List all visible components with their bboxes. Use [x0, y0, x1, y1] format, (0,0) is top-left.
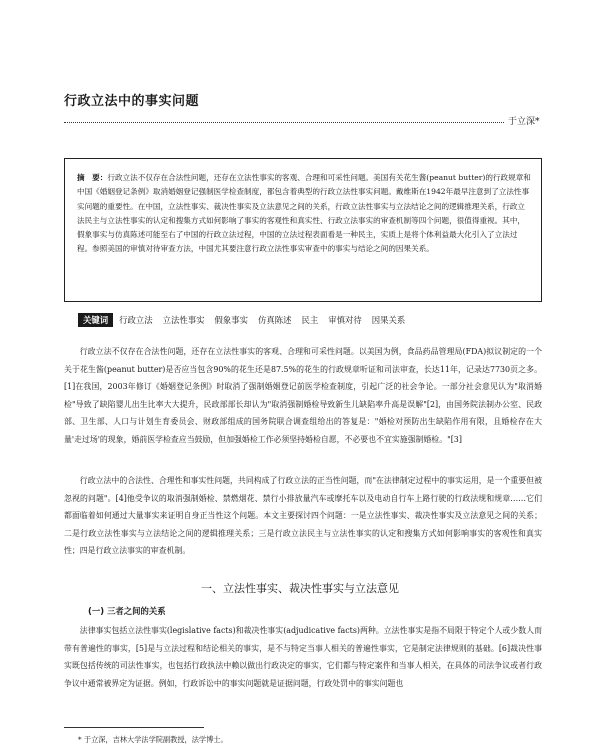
section-heading: 一、立法性事实、裁决性事实与立法意见 [201, 582, 399, 595]
body-paragraph-3: 法律事实包括立法性事实(legislative facts)和裁决性事实(adjudicative facts)两种。立法性事实是指不局限于特定个人或少数人而带有普遍性的事实，[5]是与立法过程和结论相关的事实，是不与特定当事人相关的普遍性事实，它是制定法律规则的基础。[6]裁决性事实既包括传统的司法性事实，也包括行政执法中赖以做出行政决定的事实，它们都与特定案件和当事人相关，在具体的司法争议或者行政争议中通常被界定为证据。例如，行政诉讼中的事实问题就是证据问题，行政处罚中的事实问题也 [64, 626, 542, 688]
keywords-row [78, 312, 415, 328]
body-paragraph-1: 行政立法不仅存在合法性问题，还存在立法性事实的客观、合理和可采性问题。以美国为例，食品药品管理局(FDA)拟议制定的一个关于花生酱(peanut butter)是否应当包含90%的花生还是87.5%的花生的行政规章听证和司法审查，长达11年，记录达7730页之多。[1]在我国，2003年修订《婚姻登记条例》时取消了强制婚姻登记前医学检查制度，引起广泛的社会争论。一部分社会意见认为"取消婚检"导致了缺陷婴儿出生比率大大提升，民政部部长却认为"取消强制婚检导致新生儿缺陷率升高是误解"[2]，由国务院法制办公室、民政部、卫生部、人口与计划生育委员会、财政部组成的国务院联合调查组给出的答复是："婚检对预防出生缺陷作用有限，且婚检存在大量'走过场'的现象，婚前医学检查应当鼓励，但加强婚检工作必须坚持婚检自愿，不必要也不宜实施强制婚检。"[3] [64, 347, 542, 444]
keyword-item: 仿真陈述 [258, 315, 292, 325]
abstract-label: 摘 要： [77, 173, 108, 182]
abstract-box [64, 158, 542, 302]
keyword-item: 假象事实 [214, 315, 248, 325]
keyword-item: 立法性事实 [162, 315, 205, 325]
title-dotted-leader [64, 122, 504, 123]
footnote: * 于立深，吉林大学法学院副教授，法学博士。 [78, 735, 228, 744]
subsection-heading: (一) 三者之间的关系 [88, 606, 166, 616]
keyword-item: 民主 [301, 315, 319, 325]
body-paragraph-2: 行政立法中的合法性、合理性和事实性问题，共同构成了行政立法的正当性问题，而"在法律制定过程中的事实运用，是一个重要但被忽视的问题"。[4]他受争议的取消强制婚检、禁燃烟花、禁行小排放量汽车或摩托车以及电动自行车上路行驶的行政法规和规章……它们都面临着如何通过大量事实来证明自身正当性这个问题。本文主要探讨四个问题：一是立法性事实、裁决性事实及立法意见之间的关系；二是行政立法性事实与立法结论之间的逻辑推理关系；三是行政立法民主与立法性事实的认定和搜集方式如何影响事实的客观性和真实性；四是行政立法事实的审查机制。 [64, 476, 542, 556]
keyword-item: 审慎对待 [328, 315, 362, 325]
keyword-item: 行政立法 [119, 315, 153, 325]
abstract-text: 行政立法不仅存在合法性问题，还存在立法性事实的客观、合理和可采性问题。美国有关花生酱(peanut butter)的行政规章和中国《婚姻登记条例》取消婚姻登记强制医学检查制度，都包含着典型的行政立法性事实问题。戴维斯在1942年最早注意到了立法性事实问题的重要性。在中国，立法性事实、裁决性事实及立法意见之间的关系，行政立法性事实与立法结论之间的逻辑推理关系，行政立法民主与立法性事实的认定和搜集方式如何影响了事实的客观性和真实性、行政立法事实的审查机制等四个问题，很值得重视。其中，假象事实与仿真陈述可能至右了中国的行政立法过程，中国的立法过程表面看是一种民主，实质上是将个体利益最大化引入了立法过程。参照美国的审慎对待审查方法，中国尤其要注意行政立法性事实审查中的事实与结论之间的因果关系。 [77, 173, 531, 254]
author-name: 于立深* [508, 117, 540, 127]
keywords-label: 关键词 [78, 313, 113, 327]
footnote-rule [64, 727, 204, 728]
keyword-item: 因果关系 [371, 315, 406, 325]
article-title: 行政立法中的事实问题 [64, 94, 200, 109]
